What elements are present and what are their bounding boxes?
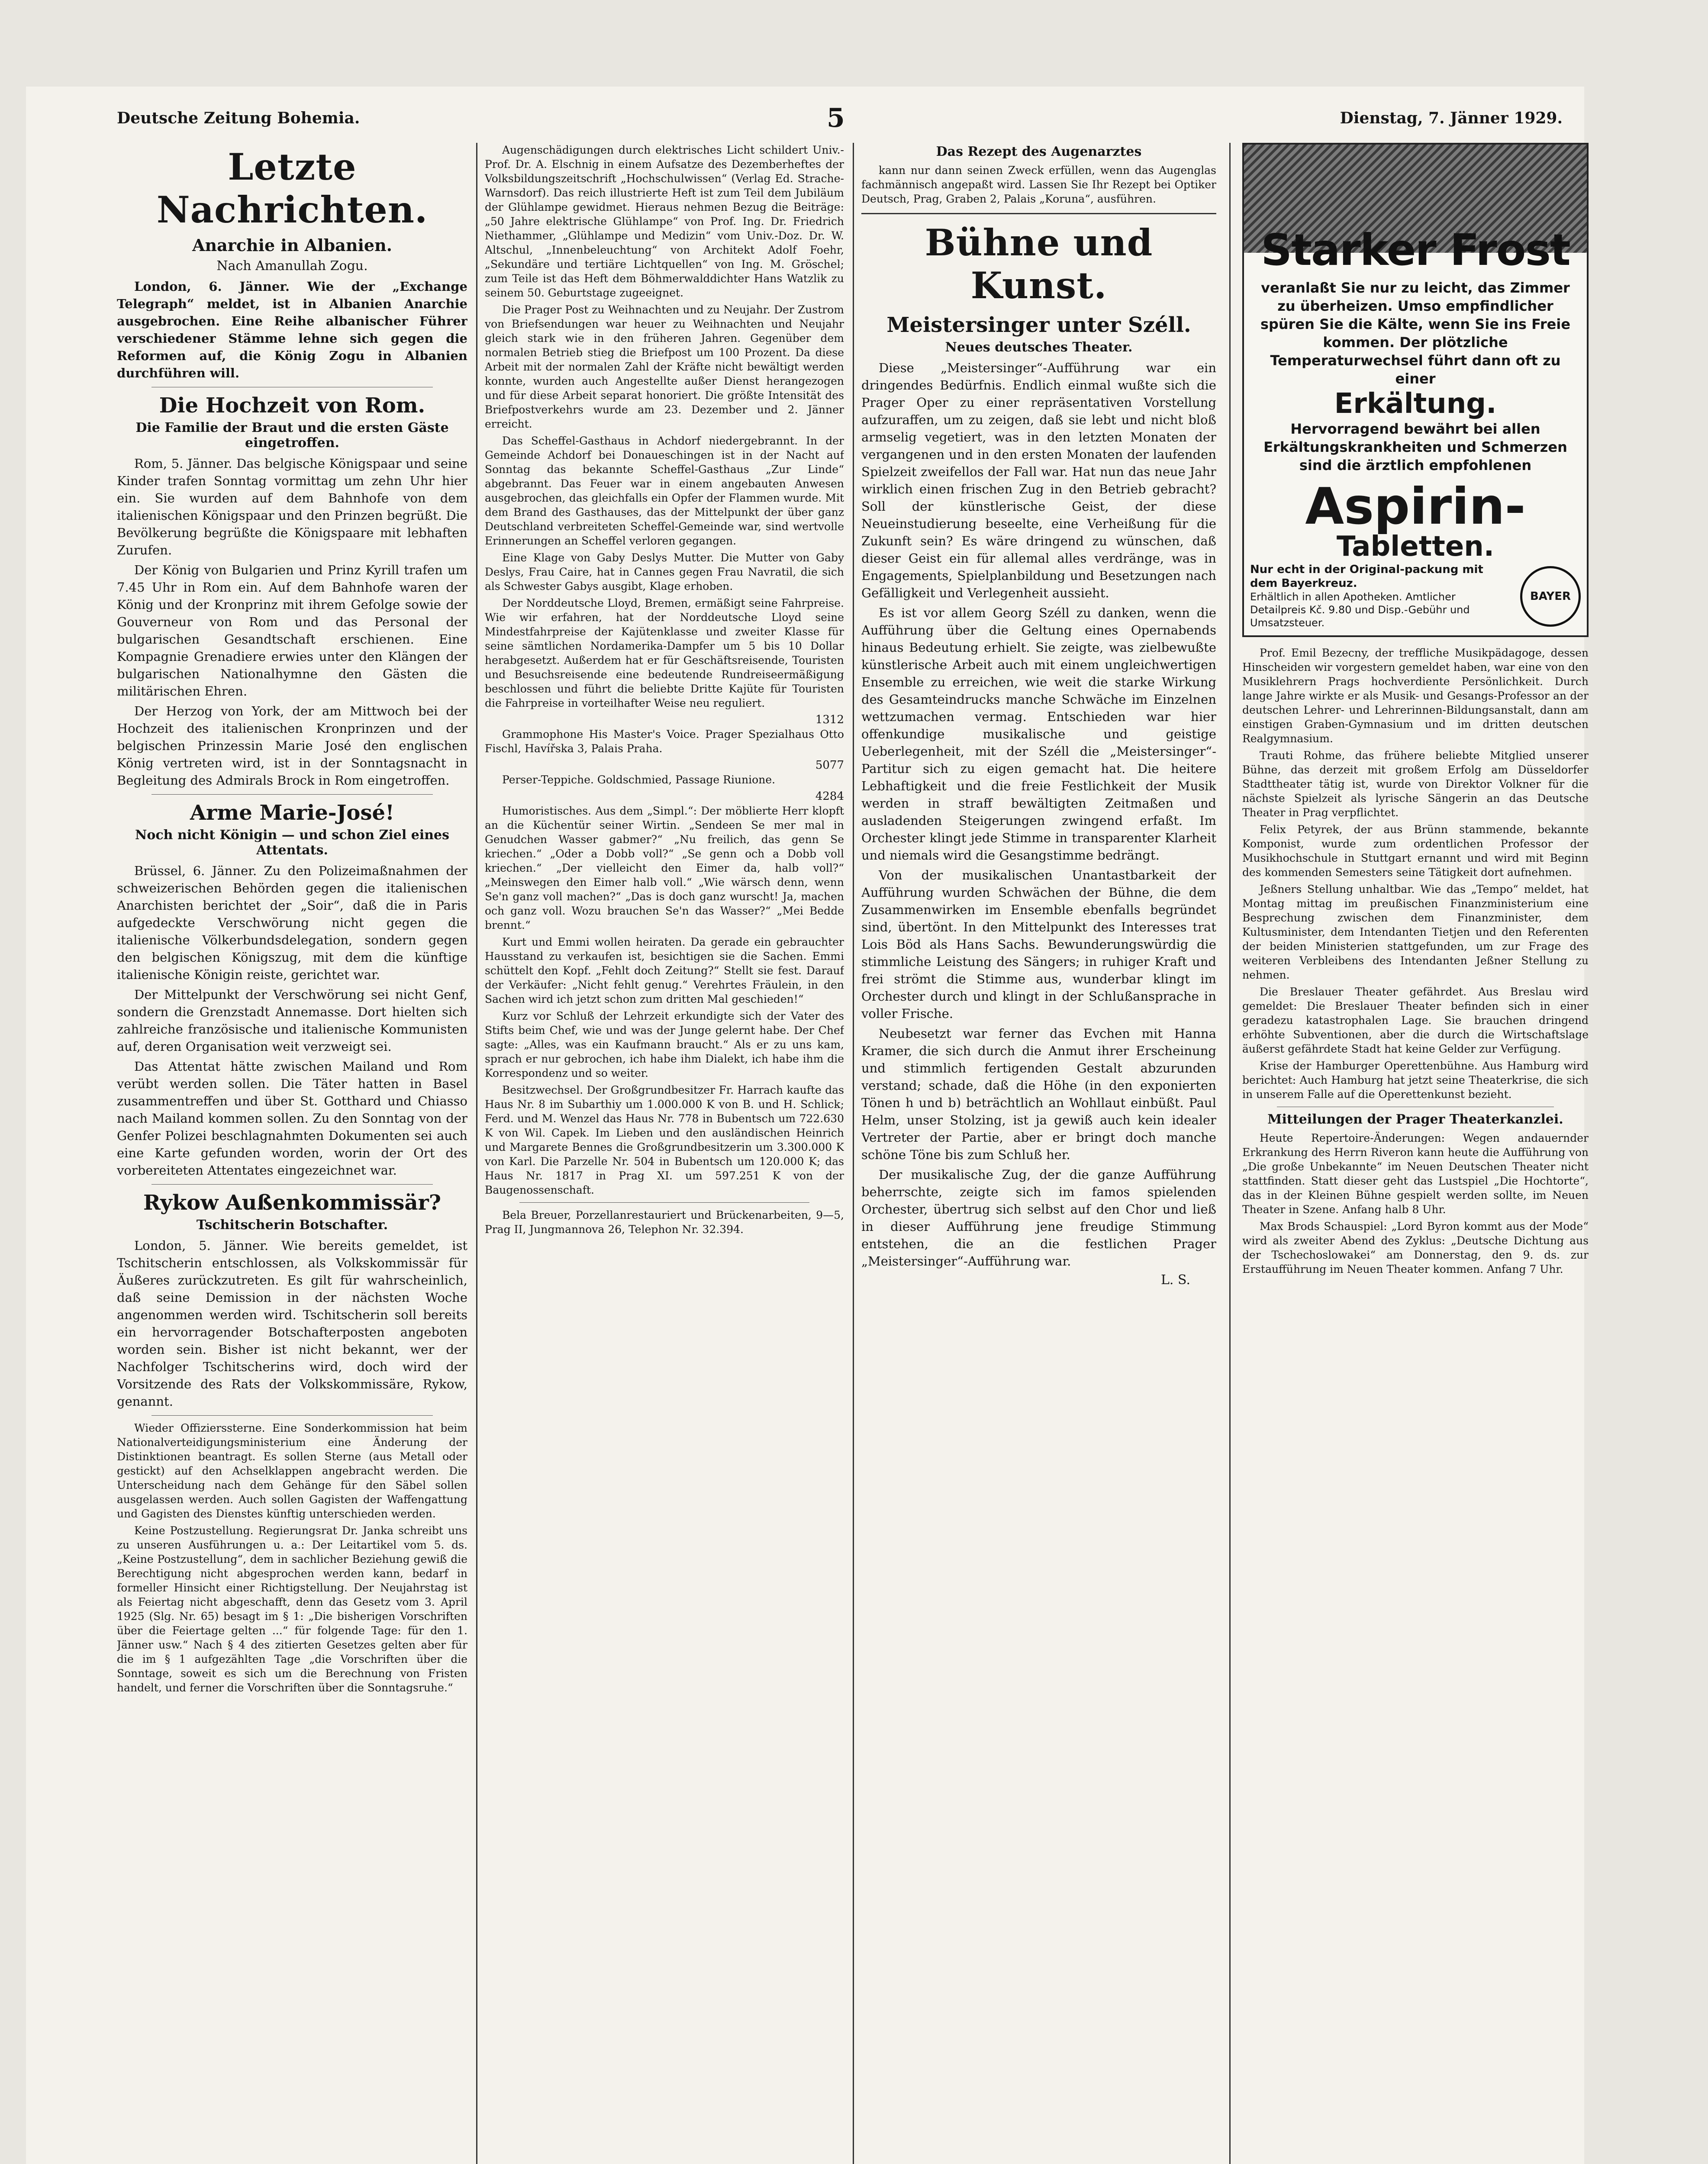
notice-headline: Mitteilungen der Prager Theaterkanzlei.: [1267, 1112, 1563, 1127]
section-title: Bühne und Kunst.: [925, 221, 1153, 307]
article-subhead: Neues deutsches Theater.: [945, 340, 1133, 355]
page-number: 5: [827, 103, 845, 133]
article-subhead: Nach Amanullah Zogu.: [216, 258, 368, 274]
ad-text: veranlaßt Sie nur zu leicht, das Zimmer zu überheizen. Umso empfindlicher spüren Sie die Kälte, wenn Sie ins Freie kommen. Der plötzliche Temperaturwechsel führt dann oft zu einer: [1260, 280, 1571, 387]
article-text: Keine Postzustellung. Regierungsrat Dr. Janka schreibt uns zu unseren Ausführungen u. a.: Der Leitartikel vom 5. ds. „Keine Postzustellung“, dem in sachlicher Beziehung gewiß die Berechtigung nicht abgesprochen werden kann, bedarf in formeller Hinsicht einer Richtigstellung. Der Neujahrstag ist als Feiertag nicht abgeschafft, denn das Gesetz vom 3. April 1925 (Slg. Nr. 65) besagt im § 1: „Die bisherigen Vorschriften über die Feiertage gelten ...“ für folgende Tage: für den 1. Jänner usw.“ Nach § 4 des zitierten Gesetzes gelten aber für die im § 1 aufgezählten Tage „die Vorschriften über die Sonntage, soweit es sich um die Berechnung von Fristen handelt, und ferner die Vorschriften über die Sonntagsruhe.“: [117, 1524, 467, 1694]
article-text: Max Brods Schauspiel: „Lord Byron kommt aus der Mode“ wird als zweiter Abend des Zyklus: „Deutsche Dichtung aus der Tschechoslowakei“ am Donnerstag, den 9. ds. zur Erstaufführung im Neuen Theater kommen. Anfang 7 Uhr.: [1242, 1220, 1589, 1275]
article-text: Der König von Bulgarien und Prinz Kyrill trafen um 7.45 Uhr in Rom ein. Auf dem Bahnhofe waren der König und der Kronprinz mit ihrem Gefolge sowie der Gouverneur von Rom und das Personal der bulgarischen Gesandtschaft erschienen. Eine Kompagnie Grenadiere erwies unter den Klängen der bulgarischen Nationalhymne den Gästen die militärischen Ehren.: [117, 563, 467, 699]
article-subhead: Tschitscherin Botschafter.: [196, 1217, 388, 1233]
article-text: Es ist vor allem Georg Széll zu danken, wenn die Aufführung über die Geltung eines Opernabends hinaus Bedeutung erhielt. Sie zeigte, was zielbewußte künstlerische Arbeit auch mit einem ungleichwertigen Ensemble zu erreichen, wie weit die starke Wirkung des Gesamteindrucks manche Schwäche im Einzelnen wettzumachen vermag. Entschieden war hier offenkundige musikalische und geistige Ueberlegenheit, mit der Széll die „Meistersinger“-Partitur sich zu eigen gemacht hat. Die heitere Lebhaftigkeit und die freie Festlichkeit der Musik werden in straff bewältigten Zeitmaßen und ausladenden Steigerungen zwingend erfaßt. Im Orchester klingt jede Stimme in transparenter Klarheit und niemals wird die Gesangstimme bedrängt.: [861, 605, 1216, 863]
ad-number: 1312: [815, 713, 844, 726]
article-headline: Anarchie in Albanien.: [192, 235, 392, 255]
column-1: [117, 143, 467, 2164]
news-briefs: [117, 1421, 467, 1695]
article-text: Bela Breuer, Porzellanrestauriert und Brückenarbeiten, 9—5, Prag II, Jungmannova 26, Telephon Nr. 32.394.: [485, 1209, 844, 1236]
article-text: Trauti Rohme, das frühere beliebte Mitglied unserer Bühne, das derzeit mit großem Erfolg am Düsseldorfer Stadttheater tätig ist, wurde von Direktor Volkner für die nächste Spielzeit als lyrische Sängerin an das Deutsche Theater in Prag verpflichtet.: [1242, 749, 1589, 819]
article-text: Diese „Meistersinger“-Aufführung war ein dringendes Bedürfnis. Endlich einmal wußte sich die Prager Oper zu einer repräsentativen Vorstellung aufzuraffen, um zu zeigen, daß sie lebt und nicht bloß armselig vegetiert, was in den letzten Monaten der vergangenen und in den ersten Monaten der laufenden Spielzeit zweifellos der Fall war. Hat nun das neue Jahr wirklich einen frischen Zug in den Betrieb gebracht? Soll der künstlerische Geist, der diese Neueinstudierung beseelte, eine Verheißung für die Zukunft sein? Es wäre dringend zu wünschen, daß dieser Geist ein für allemal alles verdränge, was in Engagements, Spielplanbildung und Besetzungen nach Gefälligkeit und Verlegenheit aussieht.: [861, 361, 1216, 600]
article-text: Prof. Emil Bezecny, der treffliche Musikpädagoge, dessen Hinscheiden wir vorgestern gemeldet haben, war eine von den Musiklehrern Prags hochverdiente Persönlichkeit. Durch lange Jahre wirkte er als Musik- und Gesangs-Professor an der deutschen Lehrer- und Lehrerinnen-Bildungsanstalt, dann am einstigen Graben-Gymnasium und im dritten deutschen Realgymnasium.: [1242, 647, 1589, 745]
article-text: Kurt und Emmi wollen heiraten. Da gerade ein gebrauchter Hausstand zu verkaufen ist, besichtigen sie die Sachen. Emmi schüttelt den Kopf. „Fehlt doch Zeitung?“ Stellt sie fest. Darauf der Verkäufer: „Nicht fehlt genug.“ Verehrtes Fräulein, in den Sachen wird ich jetzt schon zum dritten Mal geschieden!“: [485, 936, 844, 1005]
ad-text: Hervorragend bewährt bei allen Erkältungskrankheiten und Schmerzen sind die ärztlich empfohlenen: [1263, 421, 1567, 473]
article-text: Krise der Hamburger Operettenbühne. Aus Hamburg wird berichtet: Auch Hamburg hat jetzt seine Theaterkrise, die sich in unserem Falle auf die Operettenkunst bezieht.: [1242, 1059, 1589, 1101]
ad-number: 4284: [815, 790, 844, 803]
article-text: London, 6. Jänner. Wie der „Exchange Telegraph“ meldet, ist in Albanien Anarchie ausgebrochen. Eine Reihe albanischer Führer verschiedener Stämme lehne sich gegen die Reformen auf, die König Zogu in Albanien durchführen will.: [117, 279, 467, 380]
aspirin-advertisement: [1242, 143, 1589, 637]
article-headline: Rykow Außenkommissär?: [143, 1191, 441, 1215]
divider: [151, 1415, 433, 1416]
article-text: Jeßners Stellung unhaltbar. Wie das „Tempo“ meldet, hat Montag mittag im preußischen Finanzministerium eine Besprechung zwischen dem Finanzminister, dem Kultusminister, dem Intendanten Tietjen und den Referenten der beiden Ministerien stattgefunden, um zur Frage des weiteren Verbleibens des Intendanten Jeßner Stellung zu nehmen.: [1242, 883, 1589, 981]
paper-name: Deutsche Zeitung Bohemia.: [117, 109, 360, 127]
ad-number: 5077: [815, 759, 844, 772]
article-text: Brüssel, 6. Jänner. Zu den Polizeimaßnahmen der schweizerischen Behörden gegen die italienischen Anarchisten berichtet der „Soir“, daß die in Paris aufgedeckte Verschwörung nicht gegen die italienische Völkerbundsdelegation, sondern gegen den belgischen Königszug, mit dem die künftige italienische Königin reiste, gerichtet war.: [117, 863, 467, 982]
column-4: [1242, 143, 1589, 2164]
article-text: Der Mittelpunkt der Verschwörung sei nicht Genf, sondern die Grenzstadt Annemasse. Dort hielten sich zahlreiche französische und italienische Kommunisten auf, deren Organisation weit verzweigt sei.: [117, 987, 467, 1054]
article-text: Wieder Offizierssterne. Eine Sonderkommission hat beim Nationalverteidigungsministerium eine Änderung der Distinktionen beantragt. Es sollen Sterne (aus Metall oder gestickt) auf den Achselklappen angebracht werden. Die Unterscheidung nach dem Gehänge für den Säbel sollen ausgelassen werden. Auch sollen Gagisten der Waffengattung und Gagisten des Dienstes künftig unterschieden werden.: [117, 1422, 467, 1520]
article-text: Besitzwechsel. Der Großgrundbesitzer Fr. Harrach kaufte das Haus Nr. 8 im Subarthiy um 1.000.000 K von B. und H. Schlick; Ferd. und M. Wenzel das Haus Nr. 778 in Bubentsch um 722.630 K von Wil. Capek. Im Lieben und den ausländischen Heinrich und Margarete Bennes die Großgrundbesitzerin um 3.300.000 K von Karl. Die Parzelle Nr. 504 in Bubentsch um 120.000 K; das Haus Nr. 1817 in Prag XI. um 597.251 K von der Baugenossenschaft.: [485, 1084, 844, 1196]
divider: [151, 1184, 433, 1185]
ad-text: Nur echt in der Original-packung mit dem Bayerkreuz.: [1250, 563, 1483, 590]
article-text: Die Breslauer Theater gefährdet. Aus Breslau wird gemeldet: Die Breslauer Theater befinden sich in einer geradezu katastrophalen Lage. Sie brauchen dringend erhöhte Subventionen, aber die durch die Wirtschaftslage äußerst gefährdete Stadt hat keine Gelder zur Verfügung.: [1242, 985, 1589, 1055]
bayer-cross-logo: BAYER: [1520, 566, 1581, 627]
article-text: Augenschädigungen durch elektrisches Licht schildert Univ.-Prof. Dr. A. Elschnig in einem Aufsatze des Dezemberheftes der Volksbildungszeitschrift „Hochschulwissen“ (Verlag Ed. Strache-Warnsdorf). Das reich illustrierte Heft ist zum Teil dem Jubiläum der Glühlampe gewidmet. Hieraus nehmen Bezug die Beiträge: „50 Jahre elektrische Glühlampe“ von Prof. Ing. Dr. Friedrich Niethammer, „Glühlampe und Medizin“ vom Univ.-Doz. Dr. W. Altschul, „Innenbeleuchtung“ von Architekt Adolf Foehr, „Sekundäre und tertiäre Lichtquellen“ von Ing. M. Gröschel; zum Teile ist das Heft dem Böhmerwalddichter Hans Watzlik zu seinem 50. Geburtstage zugeeignet.: [485, 144, 844, 299]
divider: [861, 213, 1216, 214]
article-text: Rom, 5. Jänner. Das belgische Königspaar und seine Kinder trafen Sonntag vormittag um zehn Uhr hier ein. Sie wurden auf dem Bahnhofe von dem italienischen Königspaar und den Prinzen begrüßt. Die Bevölkerung begrüßte die Königspaare mit lebhaften Zurufen.: [117, 456, 467, 557]
article-headline: Meistersinger unter Széll.: [886, 313, 1191, 337]
notice-text: kann nur dann seinen Zweck erfüllen, wenn das Augenglas fachmännisch angepaßt wird. Lassen Sie Ihr Rezept bei Optiker Deutsch, Prag, Graben 2, Palais „Koruna“, ausführen.: [861, 164, 1216, 205]
column-rule: [853, 143, 854, 2164]
ad-brand-sub: Tabletten.: [1336, 531, 1495, 563]
column-3: [861, 143, 1216, 2164]
article-text: Eine Klage von Gaby Deslys Mutter. Die Mutter von Gaby Deslys, Frau Caire, hat in Cannes gegen Frau Navratil, die sich als Schwester Gabys ausgibt, Klage erhoben.: [485, 551, 844, 593]
article-headline: Arme Marie-José!: [190, 801, 395, 825]
issue-date: Dienstag, 7. Jänner 1929.: [1340, 109, 1563, 127]
article-text: Heute Repertoire-Änderungen: Wegen andauernder Erkrankung des Herrn Riveron kann heute die Aufführung von „Die große Unbekannte“ im Neuen Deutschen Theater nicht stattfinden. Statt dieser geht das Lustspiel „Die Hochtorte“, das in der Kleinen Bühne gespielt werden sollte, im Neuen Theater in Szene. Anfang halb 8 Uhr.: [1242, 1132, 1589, 1216]
article-headline: Die Hochzeit von Rom.: [159, 393, 425, 418]
article-text: Kurz vor Schluß der Lehrzeit erkundigte sich der Vater des Stifts beim Chef, wie und was der Junge gelernt habe. Der Chef sagte: „Alles, was ein Kaufmann braucht.“ Als er zu uns kam, sprach er nur gebrochen, ich habe ihm Dialekt, ich habe ihm die Korrespondenz und so weiter.: [485, 1010, 844, 1079]
article-text: Grammophone His Master's Voice. Prager Spezialhaus Otto Fischl, Havířska 3, Palais Praha.: [485, 728, 844, 755]
author-signature: L. S.: [1160, 1272, 1190, 1288]
ad-brand: Aspirin-: [1305, 477, 1526, 536]
article-text: Perser-Teppiche. Goldschmied, Passage Riunione.: [502, 773, 776, 786]
article-text: Der Norddeutsche Lloyd, Bremen, ermäßigt seine Fahrpreise. Wie wir erfahren, hat der Norddeutsche Lloyd seine Mindestfahrpreise der Kajütenklasse und zweiter Klasse für seine sämtlichen Nordamerika-Dampfer um 5 bis 10 Dollar herabgesetzt. Außerdem hat er für Geschäftsreisende, Touristen und Besuchsreisende eine bedeutende Rundreiseermäßigung beschlossen und führt die beliebte Dritte Kajüte für Touristen die Fahrpreise in vorteilhafter Weise neu reguliert.: [485, 597, 844, 709]
divider: [151, 794, 433, 795]
article-subhead: Noch nicht Königin — und schon Ziel eines Attentats.: [135, 828, 450, 858]
article-text: Die Prager Post zu Weihnachten und zu Neujahr. Der Zustrom von Briefsendungen war heuer zu Weihnachten und Neujahr gleich stark wie in den früheren Jahren. Gegenüber dem normalen Betrieb stieg die Briefpost um 100 Prozent. Da diese Arbeit mit der normalen Zahl der Kräfte nicht bewältigt werden konnte, wurden auch Angestellte außer Dienst herangezogen und für diese Arbeit separat honoriert. Die größte Intensität des Briefpostverkehrs wurde am 23. Dezember und 2. Jänner erreicht.: [485, 303, 844, 430]
article-text: Neubesetzt war ferner das Evchen mit Hanna Kramer, die sich durch die Anmut ihrer Erscheinung und stimmlich fertigenden Gestalt abzurunden verstand; schade, daß die Höhe (in den exponierten Tönen h und b) beträchtlich an Wohllaut einbüßt. Paul Helm, unser Stolzing, ist ja gewiß auch kein idealer Vertreter der Partie, aber er bringt doch manche schöne Töne bis zum Schluß her.: [861, 1026, 1216, 1162]
column-2: [485, 143, 844, 2164]
ad-keyword: Erkältung.: [1334, 388, 1497, 420]
optician-notice: [861, 145, 1216, 206]
article-text: Felix Petyrek, der aus Brünn stammende, bekannte Komponist, wurde zum ordentlichen Professor der Musikhochschule in Stuttgart ernannt und wird mit Beginn des kommenden Semesters seine Tätigkeit dort aufnehmen.: [1242, 823, 1589, 879]
page-header: [117, 103, 1563, 133]
article-text: Das Scheffel-Gasthaus in Achdorf niedergebrannt. In der Gemeinde Achdorf bei Donaueschingen ist in der Nacht auf Sonntag das bekannte Scheffel-Gasthaus „Zur Linde“ abgebrannt. Das Feuer war in einem angebauten Anwesen ausgebrochen, das gleichfalls ein Opfer der Flammen wurde. Mit dem Brand des Gasthauses, das der Mittelpunkt der über ganz Deutschland verbreiteten Scheffel-Gemeinde war, sind wertvolle Erinnerungen an Scheffel verloren gegangen.: [485, 435, 844, 547]
culture-notes: [1242, 646, 1589, 1276]
ad-headline: Starker Frost: [1261, 225, 1570, 275]
article-text: Humoristisches. Aus dem „Simpl.“: Der möblierte Herr klopft an die Küchentür seiner Wirtin. „Sendeen Se mer mal in Genudchen Wasser gabmer?“ „Nu freilich, das genn Se kriechen.“ „Oder a Dobb voll?“ „Se genn och a Dobb voll kriechen.“ „Der vielleicht den Eimer da, halb voll?“ „Meinswegen den Eimer halb voll.“ „Wie wärsch denn, wenn Se'n ganz voll machen?“ „Das is doch ganz wurscht! Ja, machen och ganz voll. Wozu brauchen Se'n das Wasser?“ „Mei Bedde brennt.“: [485, 805, 844, 931]
article-subhead: Die Familie der Braut und die ersten Gäste eingetroffen.: [135, 420, 449, 451]
article-text: Der Herzog von York, der am Mittwoch bei der Hochzeit des italienischen Kronprinzen und der belgischen Prinzessin Marie José den englischen König vertreten wird, ist in der Sonntagsnacht in Begleitung des Admirals Brock in Rom eingetroffen.: [117, 704, 467, 788]
notice-headline: Das Rezept des Augenarztes: [936, 144, 1142, 159]
article-text: Von der musikalischen Unantastbarkeit der Aufführung wurden Schwächen der Bühne, die dem Zusammenwirken im Ensemble ebenfalls begründet sind, übertönt. In den Mittelpunkt des Interesses trat Lois Böd als Hans Sachs. Bewunderungswürdig die stimmliche Leistung des Sängers; in ruhiger Kraft und frei strömt die Stimme aus, wunderbar klingt im Orchester durch und klingt in der Schlußansprache in voller Frische.: [861, 868, 1216, 1021]
divider: [519, 1202, 809, 1203]
article-text: London, 5. Jänner. Wie bereits gemeldet, ist Tschitscherin entschlossen, als Volkskommissär für Äußeres zurückzutreten. Es gilt für wahrscheinlich, daß seine Demission in der nächsten Woche angenommen werden wird. Tschitscherin soll bereits ein hervorragender Botschafterposten angeboten worden sein. Bisher ist nicht bekannt, wer der Nachfolger Tschitscherins wird, doch wird der Vorsitzende des Rats der Volkskommissäre, Rykow, genannt.: [117, 1238, 467, 1409]
column-rule: [1229, 143, 1231, 2164]
column-rule: [476, 143, 477, 2164]
article-text: Der musikalische Zug, der die ganze Aufführung beherrschte, zeigte sich im famos spielenden Orchester, übertrug sich selbst auf den Chor und ließ in dieser Aufführung jene freudige Stimmung entstehen, die an die festlichen Prager „Meistersinger“-Aufführung war.: [861, 1167, 1216, 1269]
article-text: Das Attentat hätte zwischen Mailand und Rom verübt werden sollen. Die Täter hatten in Basel zusammentreffen und über St. Gotthard und Chiasso nach Mailand kommen sollen. Zu den Sonntag von der Genfer Polizei beschlagnahmten Dokumenten sei auch eine Karte gefunden worden, worin der Ort des vorbereiteten Attentates eingezeichnet war.: [117, 1059, 467, 1178]
ad-fine-print: Erhältlich in allen Apotheken. Amtlicher Detailpreis Kč. 9.80 und Disp.-Gebühr und Umsatzsteuer.: [1250, 591, 1470, 629]
section-title: Letzte Nachrichten.: [156, 145, 428, 231]
